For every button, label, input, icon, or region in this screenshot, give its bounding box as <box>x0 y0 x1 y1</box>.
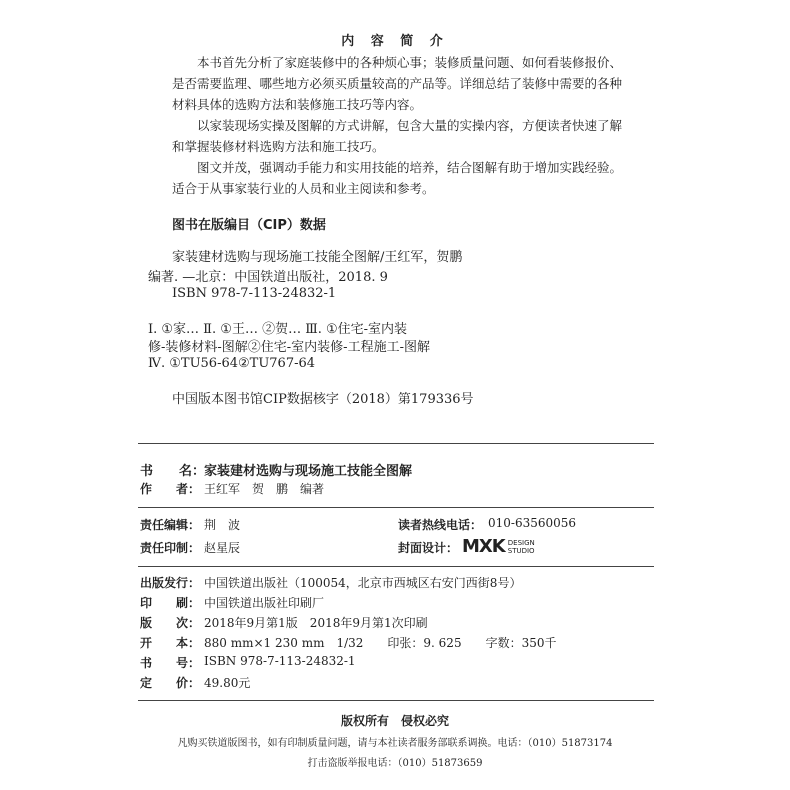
printing-label: 责任印制： <box>140 541 201 555</box>
cover-label: 封面设计： <box>398 541 459 555</box>
cip-line-1: 家装建材选购与现场施工技能全图解/王红军，贺鹏 <box>172 250 463 265</box>
logo-sub-2: STUDIO <box>507 547 535 555</box>
service-notice: 凡购买铁道版图书，如有印制质量问题，请与本社读者服务部联系调换。电话：（010）51873174 <box>177 738 613 749</box>
price-label: 定 价： <box>140 676 201 690</box>
divider <box>138 566 654 567</box>
divider <box>138 443 654 444</box>
divider <box>138 700 654 701</box>
divider <box>138 507 654 508</box>
cip-line-2: 编著. —北京：中国铁道出版社，2018. 9 <box>148 270 388 285</box>
cip-line-7: 中国版本图书馆CIP数据核字（2018）第179336号 <box>172 392 474 407</box>
cip-line-5: 修-装修材料-图解②住宅-室内装修-工程施工-图解 <box>148 340 430 355</box>
hotline: 010-63560056 <box>488 516 577 530</box>
summary-paragraph-1: 本书首先分析了家庭装修中的各种烦心事；装修质量问题、如何看装修报价、是否需要监理、哪些地方必须买质量较高的产品等。详细总结了装修中需要的各种材料具体的选购方法和装修施工技巧等内容。 <box>172 55 623 112</box>
piracy-hotline: 打击盗版举报电话：（010）51873659 <box>307 758 483 769</box>
cip-line-3: ISBN 978-7-113-24832-1 <box>172 286 337 301</box>
isbn-label: 书 号： <box>140 656 201 670</box>
book-title: 家装建材选购与现场施工技能全图解 <box>204 464 413 479</box>
price: 49.80元 <box>204 676 251 690</box>
printing: 赵星辰 <box>204 541 241 555</box>
summary-paragraph-2: 以家装现场实操及图解的方式讲解，包含大量的实操内容，方便读者快速了解和掌握装修材料选购方法和施工技巧。 <box>172 118 623 154</box>
editor: 荆 波 <box>204 518 241 532</box>
logo-mark: MXK <box>462 536 505 557</box>
summary-paragraph-3: 图文并茂，强调动手能力和实用技能的培养，结合图解有助于增加实践经验。适合于从事家装行业的人员和业主阅读和参考。 <box>172 160 623 196</box>
cip-line-6: Ⅳ. ①TU56-64②TU767-64 <box>148 356 316 371</box>
printer: 中国铁道出版社印刷厂 <box>204 596 325 610</box>
edition: 2018年9月第1版 2018年9月第1次印刷 <box>204 616 428 630</box>
publisher-label: 出版发行： <box>140 576 201 590</box>
edition-label: 版 次： <box>140 616 201 630</box>
design-studio-logo <box>462 538 535 556</box>
summary-text <box>172 52 632 199</box>
summary-title: 内 容 简 介 <box>341 34 449 49</box>
logo-sub-1: DESIGN <box>507 539 535 547</box>
author: 王红军 贺 鹏 编著 <box>204 482 325 496</box>
format: 880 mm×1 230 mm 1/32 印张：9. 625 字数：350千 <box>204 636 557 650</box>
copyright-heading: 版权所有 侵权必究 <box>340 714 449 728</box>
editor-label: 责任编辑： <box>140 518 201 532</box>
book-title-label: 书 名： <box>140 464 206 479</box>
cip-line-4: Ⅰ. ①家… Ⅱ. ①王… ②贺… Ⅲ. ①住宅-室内装 <box>148 322 408 337</box>
author-label: 作 者： <box>140 482 201 496</box>
printer-label: 印 刷： <box>140 596 201 610</box>
logo-subtext <box>508 539 535 555</box>
isbn: ISBN 978-7-113-24832-1 <box>204 654 356 668</box>
cip-heading: 图书在版编目（CIP）数据 <box>172 218 326 233</box>
format-label: 开 本： <box>140 636 201 650</box>
hotline-label: 读者热线电话： <box>398 518 483 532</box>
publisher: 中国铁道出版社（100054，北京市西城区右安门西街8号） <box>204 576 522 590</box>
